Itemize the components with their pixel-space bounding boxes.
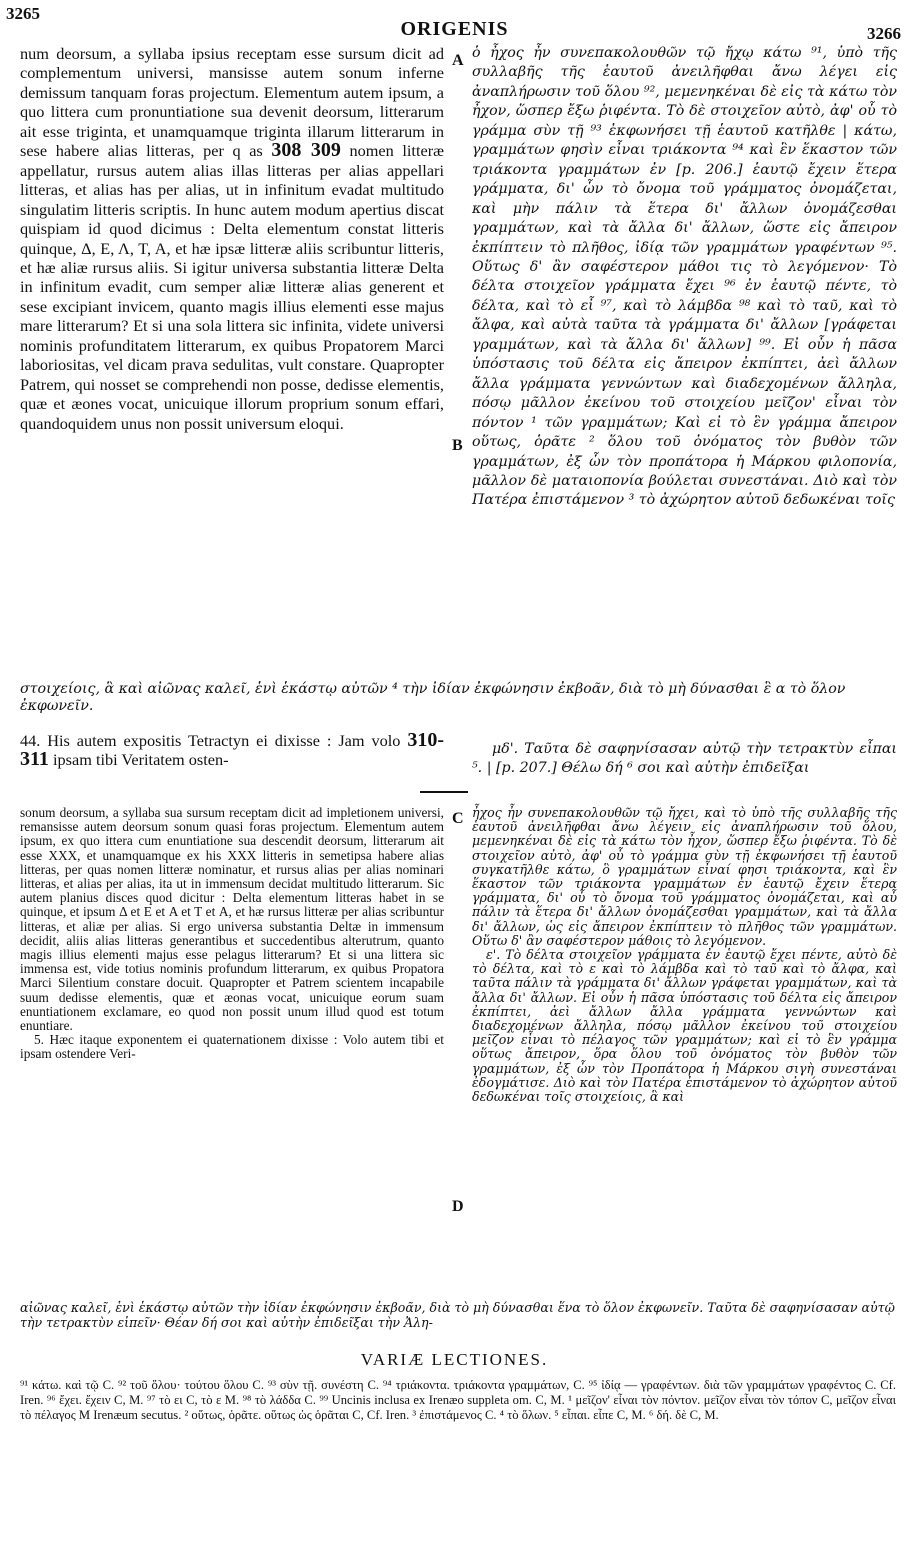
variae-lectiones-notes: ⁹¹ κάτω. καὶ τῷ C. ⁹² τοῦ ὅλου· τούτου ὅλου C. ⁹³ σὺν τῇ. συνέστη C. ⁹⁴ τριάκοντα. τριάκοντα γραμμάτων, C. ⁹⁵ ἰδίᾳ — γραφέντων. διὰ τῶν γραμμάτων γραφέντος C. Cf. Iren. ⁹⁶ ἔχει. ἔχειν C, M. ⁹⁷ τὸ ει C, τὸ ε M. ⁹⁸ τὸ λάδδα C. ⁹⁹ Uncinis inclusa ex Irenæo suppleta om. C, M. ¹ μεῖζον' εἶναι τὸν πόντον. μεῖζον εἶναι τὸν τόπον C, μεῖζον εἶναι τὸ πέλαγος M Irenæum secutus. ² οὕτως, ὁρᾶτε. οὕτως ὡς ὁρᾶται C, Cf. Iren. ³ ἐπιστάμενος C. ⁴ τὸ ὅλων. ⁵ εἶπαι. εἶπε C, M. ⁶ δή. δὲ C, M.	[20, 1378, 896, 1422]
greek-column-section-1	[472, 44, 897, 511]
latin-text-1b: nomen litteræ appellatur, rursus autem alias illas litteras per alias appellari litteras, et alias has per alias, ut in infinitum evadat multitudo singulatim litteris scriptis. In hunc autem modum apertius discat quispiam id quod dicimus : Delta elementum constat litteris quinque, Δ, Ε, Λ, Τ, Α, et hæ ipsæ litteræ aliis scribuntur litteris, et hæ aliæ rursus aliis. Si igitur universa substantia litteræ Delta in infinitum evadit, cum semper aliæ litteræ alias generent et sese excipiant invicem, quanto magis illius elementi esse majus mare litterarum? Et si una sola littera sic infinita, videte universi nominis profunditatem litterarum, ex quibus Propatorem Marci laboriositas, vel dicam prava sedulitas, vult constare. Quapropter Patrem, qui nosset se comprehendi non posse, dedisse elementis, quæ et æones vocat, unicuique illorum proprium sonum effari, quandoquidem unus non possit universum eloqui.	[20, 141, 444, 433]
latin-column-section-1	[20, 44, 444, 433]
margin-letter-a: A	[452, 52, 464, 69]
column-number-308-309: 308 309	[271, 139, 341, 162]
latin-text-2-para5: 5. Hæc itaque exponentem ei quaternationem dixisse : Volo autem tibi et ipsam ostendere Veri-	[20, 1032, 444, 1062]
greek-text-2-para-e: ε'. Τὸ δέλτα στοιχεῖον γράμματα ἐν ἑαυτῷ ἔχει πέντε, αὐτὸ δὲ τὸ δέλτα, καὶ τὸ ε καὶ τὸ λάμβδα καὶ τὸ ταῦ καὶ τὸ ἄλφα, καὶ ταῦτα πάλιν τὰ γράμματα δι' ἄλλων γράφεται γραμμάτων, καὶ τὰ ἄλλα δι' ἄλλων. Εἰ οὖν ἡ πᾶσα ὑπόστασις τοῦ δέλτα εἰς ἄπειρον ἐκπίπτει, ἀεὶ ἄλλων ἄλλα γράμματα γεννώντων καὶ διαδεχομένων ἄλληλα, πόσῳ μᾶλλον ἐκείνου τοῦ στοιχείου μεῖζον εἶναι τὸ πέλαγος τῶν γραμμάτων; καὶ εἰ τὸ ἓν γράμμα οὕτως ἄπειρον, ὅρα ὅλου τοῦ ὀνόματος τὸν βυθὸν τῶν γραμμάτων, ἐξ ὧν τὸν Προπάτορα ἡ Μάρκου σιγὴ συνεστάναι ἐδογμάτισε. Διὸ καὶ τὸν Πατέρα ἐπιστάμενον τὸ ἀχώρητον αὐτοῦ δεδωκέναι τοῖς στοιχείοις, ἃ καὶ	[472, 947, 897, 1105]
greek-column-section-2	[472, 806, 897, 1104]
greek-fullwidth-2	[20, 1300, 896, 1330]
greek-section-44	[472, 740, 897, 779]
greek-text-1: ὁ ἦχος ἦν συνεπακολουθῶν τῷ ἤχῳ κάτω ⁹¹, ὑπὸ τῆς συλλαβῆς τῆς ἑαυτοῦ ἀνειλῆφθαι ἄνω λέγει εἰς ἀναπλήρωσιν τοῦ ὅλου ⁹², μεμενηκέναι δὲ εἰς τὰ κάτω τὸν ἦχον, ὥσπερ ἔξω ῥιφέντα. Τὸ δὲ στοιχεῖον αὐτὸ, ἀφ' οὗ τὸ γράμμα σὺν τῇ ⁹³ ἐκφωνήσει τῇ ἑαυτοῦ κατῆλθε | κάτω, γραμμάτων φησὶν εἶναι τριάκοντα ⁹⁴ καὶ ἓν ἕκαστον τῶν τριάκοντα γραμμάτων ἐν [p. 206.] ἑαυτῷ ἔχειν ἕτερα γράμματα, δι' ὧν τὸ ὄνομα τοῦ γράμματος ὀνομάζεται, καὶ μὴν πάλιν τὰ ἕτερα δι' ἄλλων ὀνομάζεσθαι γραμμάτων, καὶ τὰ ἄλλα δι' ἄλλων, ὥστε εἰς ἄπειρον ἐκπίπτειν τὸ πλῆθος, ἰδίᾳ τῶν γραμμάτων γραφέντων ⁹⁵. Οὕτως δ' ἂν σαφέστερον μάθοι τις τὸ λεγόμενον· Τὸ δέλτα στοιχεῖον γράμματα ἔχει ⁹⁶ ἐν ἑαυτῷ πέντε, τὸ δέλτα, καὶ τὸ εἶ ⁹⁷, καὶ τὸ λάμβδα ⁹⁸ καὶ τὸ ταῦ, καὶ τὸ ἄλφα, καὶ αὐτὰ ταῦτα τὰ γράμματα δι' ἄλλων [γράφεται γραμμάτων, καὶ τὰ ἄλλα δι' ἄλλων] ⁹⁹. Εἰ οὖν ἡ πᾶσα ὑπόστασις τοῦ δέλτα εἰς ἄπειρον ἐκπίπτει, ἀεὶ ἄλλων ἄλλα γράμματα γεννώντων καὶ διαδεχομένων ἄλληλα, πόσῳ μᾶλλον ἐκείνου τοῦ στοιχείου μεῖζον' εἶναι τὸν πόντον ¹ τῶν γραμμάτων; Καὶ εἰ τὸ ἓν γράμμα ἄπειρον οὕτως, ὁρᾶτε ² ὅλου τοῦ ὀνόματος τὸν βυθὸν τῶν γραμμάτων, ἐξ ὧν τὸν προπάτορα ἡ Μάρκου φιλοπονία, μᾶλλον δὲ ματαιοπονία βούλεται συνεστάναι. Διὸ καὶ τὸν Πατέρα ἐπιστάμενον ³ τὸ ἀχώρητον αὐτοῦ δεδωκέναι τοῖς	[472, 45, 897, 509]
latin-44b: ipsam tibi Veritatem osten-	[52, 750, 229, 770]
latin-text-1a: num deorsum, a syllaba ipsius receptam esse sursum dicit ad complementum universi, mansisse autem sonum inferne demissum tanquam foras projectum. Elementum autem ipsum, a quo littera cum pronuntiatione sua devenit deorsum, litterarum ait esse triginta, et unamquamque triginta illarum litterarum in sese habere alias litteras, per q as	[20, 44, 444, 161]
running-title: ORIGENIS	[400, 18, 509, 40]
latin-column-section-2	[20, 806, 444, 1062]
margin-letter-d: D	[452, 1198, 464, 1215]
margin-letter-c: C	[452, 810, 464, 827]
variae-lectiones-heading: VARIÆ LECTIONES.	[360, 1350, 549, 1369]
latin-section-44	[20, 731, 444, 770]
margin-letter-b: B	[452, 437, 463, 454]
greek-fullwidth-text-1: στοιχείοις, ἃ καὶ αἰῶνας καλεῖ, ἑνὶ ἑκάστῳ αὐτῶν ⁴ τὴν ἰδίαν ἐκφώνησιν ἐκβοᾶν, διὰ τὸ μὴ δύνασθαι ἓ α τὸ ὅλον ἐκφωνεῖν.	[20, 681, 846, 714]
greek-44-text: μδ'. Ταῦτα δὲ σαφηνίσασαν αὐτῷ τὴν τετρακτὺν εἶπαι ⁵. | [p. 207.] Θέλω δή ⁶ σοι καὶ αὐτὴν ἐπιδεῖξαι	[472, 741, 897, 777]
greek-text-2: ἦχος ἦν συνεπακολουθῶν τῷ ἤχει, καὶ τὸ ὑπὸ τῆς συλλαβῆς τῆς ἑαυτοῦ ἀνειλῆφθαι ἄνω λέγειν εἰς ἀναπλήρωσιν τοῦ ὅλου, μεμενηκέναι δὲ εἰς τὰ κάτω τὸν ἦχον, ὥσπερ ἔξω ῥιφέντα. Τὸ δὲ στοιχεῖον αὐτὸ, ἀφ' οὗ τὸ γράμμα σὺν τῇ ἐκφωνήσει τῇ ἑαυτοῦ συγκατῆλθε κάτω, ὃ γραμμάτων εἶναί φησι τριάκοντα, καὶ ἓν ἕκαστον τῶν τριάκοντα γραμμάτων ἐν ἑαυτῷ ἔχειν ἕτερα γράμματα, δι' οὗ τὸ ὄνομα τοῦ γράμματος ὀνομάζεται, καὶ αὖ πάλιν τὰ ἕτερα δι' ἄλλων ὀνομάζεσθαι γραμμάτων, καὶ τὰ ἄλλα δι' ἄλλων, ὡς εἰς ἄπειρον ἐκπίπτειν τὸ πλῆθος τῶν γραμμάτων. Οὕτω δ' ἂν σαφέστερον μάθοις τὸ λεγόμενον.	[472, 805, 897, 948]
page-number-right: 3266	[867, 24, 901, 43]
column-number-310-311: 310-311	[20, 729, 444, 771]
greek-fullwidth-text-2: αἰῶνας καλεῖ, ἑνὶ ἑκάστῳ αὐτῶν τὴν ἰδίαν ἐκφώνησιν ἐκβοᾶν, διὰ τὸ μὴ δύνασθαι ἕνα τὸ ὅλον ἐκφωνεῖν. Ταῦτα δὲ σαφηνίσασαν αὐτῷ τὴν τετρακτὺν εἰπεῖν· Θέαν δή σοι καὶ αὐτὴν ἐπιδεῖξαι τὴν Ἀλη-	[20, 1300, 895, 1330]
greek-fullwidth-1	[20, 681, 896, 715]
latin-44a: 44. His autem expositis Tetractyn ei dixisse : Jam volo	[20, 731, 401, 750]
latin-text-2: sonum deorsum, a syllaba sua sursum receptam dicit ad impletionem universi, remansisse autem deorsum sonum quasi foras projectum. Elementum autem ipsum, ex quo ittera cum enuntiatione sua descendit deorsum, litterarum ait esse XXX, et unamquamque ex his XXX litteris in semetipsa habere alias litteras, per quas nomen litteræ nominatur, et rursus alias per alias nominari litteras, et alias per alias, ita ut in immensum decidat multitudo litterarum. Sic autem planius disces quod dicitur : Delta elementum litteras habet in se quinque, et ipsum Δ et E et Α et T et Α, et hæ rursus litteræ per alias scribuntur litteras, et aliæ per alias. Si ergo universa substantia Deltæ in immensum decidit, aliis alias litteras generantibus et succedentibus alterutrum, quanto magis illius elementi majus esse pelagus litterarum? Et si una littera sic immensa est, vide totius nominis profundum litterarum, ex quibus Propatora Marci Silentium constare docuit. Quapropter et Patrem scientem incapabile suum dedisse elementis, quæ et æonas vocat, unicuique eorum suam enuntiationem exclamare, eo quod non possit unum illud quod est totum enuntiare.	[20, 805, 444, 1034]
page-number-left: 3265	[6, 4, 40, 23]
section-divider	[420, 791, 468, 793]
